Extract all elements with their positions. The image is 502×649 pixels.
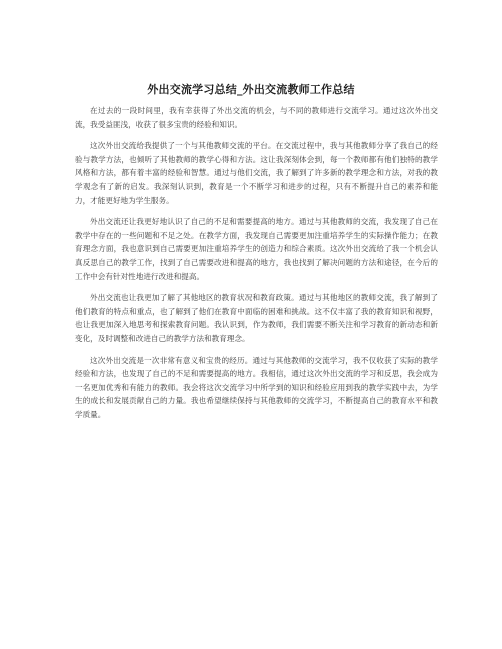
document-title: 外出交流学习总结_外出交流教师工作总结	[147, 83, 355, 96]
paragraph-1: 在过去的一段时间里，我有幸获得了外出交流的机会，与不同的教师进行交流学习。通过这次外出交流，我受益匪浅，收获了很多宝贵的经验和知识。	[75, 106, 438, 129]
paragraph-4: 外出交流也让我更加了解了其他地区的教育状况和教育政策。通过与其他地区的教师交流，我了解到了他们教育的特点和重点，也了解到了他们在教育中面临的困难和挑战。这不仅丰富了我的教育知识和视野，也让我更加深入地思考和探索教育问题。我认识到，作为教师，我们需要不断关注和学习教育的新动态和新变化，及时调整和改进自己的教学方法和教育理念。	[75, 293, 438, 343]
paragraph-5: 这次外出交流是一次非常有意义和宝贵的经历。通过与其他教师的交流学习，我不仅收获了实际的教学经验和方法，也发现了自己的不足和需要提高的地方。我相信，通过这次外出交流的学习和反思，我会成为一名更加优秀和有能力的教师。我会将这次交流学习中所学到的知识和经验应用到我的教学实践中去，为学生的成长和发展贡献自己的力量。我也希望继续保持与其他教师的交流学习，不断提高自己的教育水平和教学质量。	[75, 355, 438, 419]
paragraph-3: 外出交流还让我更好地认识了自己的不足和需要提高的地方。通过与其他教师的交流，我发现了自己在教学中存在的一些问题和不足之处。在教学方面，我发现自己需要更加注重培养学生的实际操作能力；在教育理念方面，我也意识到自己需要更加注重培养学生的创造力和综合素质。这次外出交流给了我一个机会认真反思自己的教学工作，找到了自己需要改进和提高的地方，我也找到了解决问题的方法和途径，在今后的工作中会有针对性地进行改进和提高。	[75, 217, 438, 281]
paragraph-2: 这次外出交流给我提供了一个与其他教师交流的平台。在交流过程中，我与其他教师分享了我自己的经验与教学方法，也倾听了其他教师的教学心得和方法。这让我深刻体会到，每一个教师都有他们独特的教学风格和方法，都有着丰富的经验和智慧。通过与他们交流，我了解到了许多新的教学理念和方法，对我的教学观念有了新的启发。我深刻认识到，教育是一个不断学习和进步的过程，只有不断提升自己的素养和能力，才能更好地为学生服务。	[75, 141, 438, 205]
document-body	[75, 104, 438, 429]
